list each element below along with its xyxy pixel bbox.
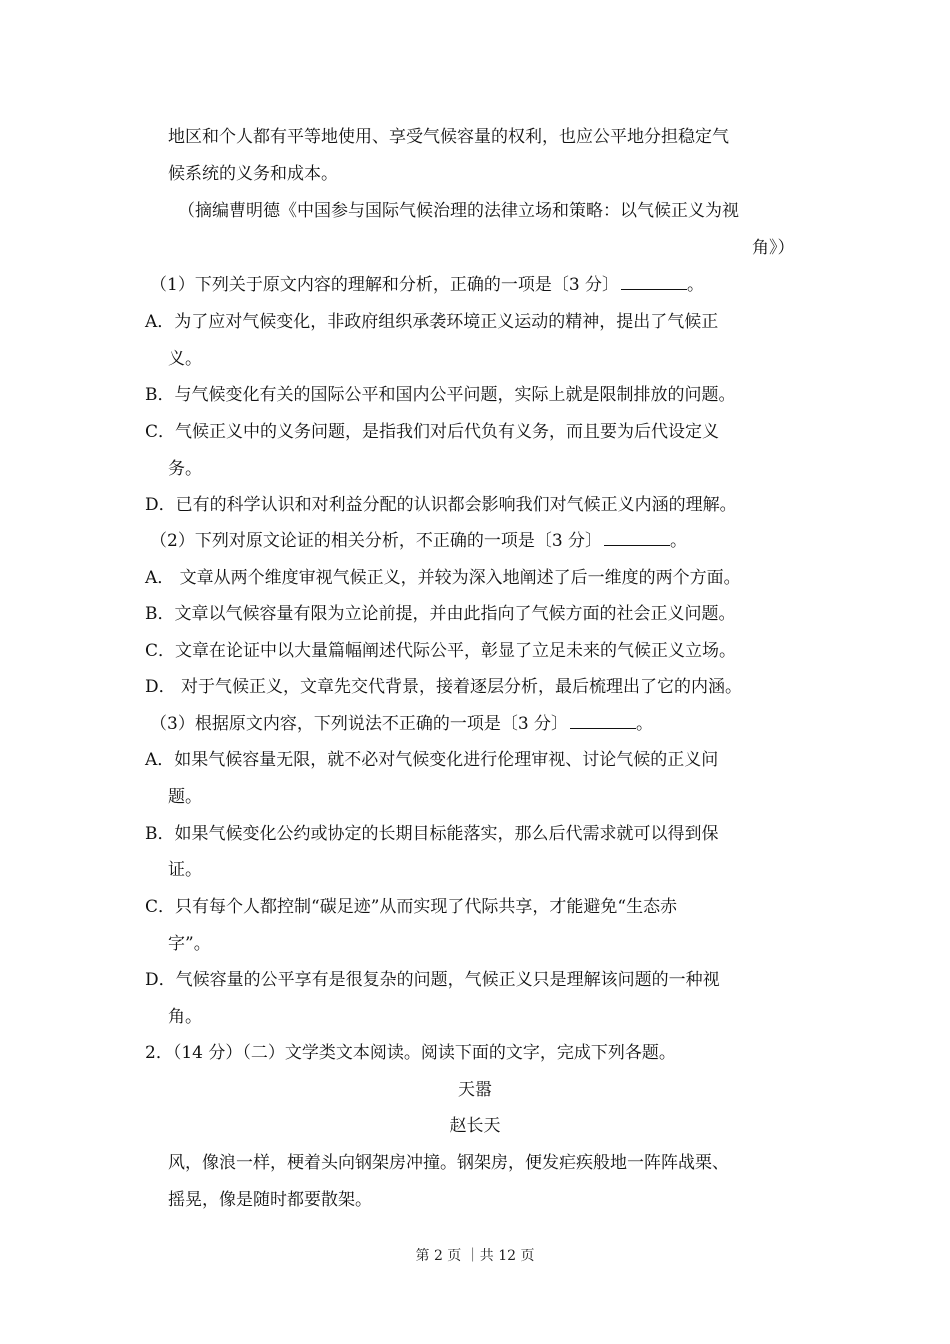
answer-blank-2 — [604, 531, 670, 546]
q1-option-a-line-2: 义。 — [168, 349, 202, 369]
question-3-end: 。 — [636, 714, 654, 734]
q3-option-d-line-1: D．气候容量的公平享有是很复杂的问题，气候正义只是理解该问题的一种视 — [145, 970, 720, 990]
q2-option-c: C．文章在论证中以大量篇幅阐述代际公平，彰显了立足未来的气候正义立场。 — [145, 641, 737, 661]
q3-option-c-line-1: C．只有每个人都控制“碳足迹”从而实现了代际共享，才能避免“生态赤 — [145, 897, 678, 917]
intro-line-1: 地区和个人都有平等地使用、享受气候容量的权利，也应公平地分担稳定气 — [168, 127, 729, 147]
q2-option-d: D． 对于气候正义，文章先交代背景，接着逐层分析，最后梳理出了它的内涵。 — [145, 677, 743, 697]
question-3-stem — [150, 712, 653, 736]
question-2-end: 。 — [670, 531, 688, 551]
q3-option-b-line-1: B．如果气候变化公约或协定的长期目标能落实，那么后代需求就可以得到保 — [145, 824, 719, 844]
question-1-end: 。 — [687, 275, 705, 295]
story-author: 赵长天 — [449, 1116, 501, 1136]
q3-option-d-line-2: 角。 — [168, 1007, 202, 1027]
section-2-heading: 2．（14 分）（二）文学类文本阅读。阅读下面的文字，完成下列各题。 — [145, 1043, 676, 1063]
source-citation-line-2: 角》） — [752, 238, 795, 258]
q2-option-a: A． 文章从两个维度审视气候正义，并较为深入地阐述了后一维度的两个方面。 — [145, 568, 741, 588]
q3-option-a-line-1: A．如果气候容量无限，就不必对气候变化进行伦理审视、讨论气候的正义问 — [145, 750, 719, 770]
q1-option-c-line-2: 务。 — [168, 459, 202, 479]
question-1-stem — [150, 273, 704, 297]
q3-option-a-line-2: 题。 — [168, 787, 202, 807]
intro-line-2: 候系统的义务和成本。 — [168, 164, 338, 184]
q1-option-a-line-1: A．为了应对气候变化，非政府组织承袭环境正义运动的精神，提出了气候正 — [145, 312, 719, 332]
q3-option-c-line-2: 字”。 — [168, 934, 211, 954]
q3-option-b-line-2: 证。 — [168, 860, 202, 880]
q2-option-b: B．文章以气候容量有限为立论前提，并由此指向了气候方面的社会正义问题。 — [145, 604, 736, 624]
answer-blank-1 — [621, 275, 687, 290]
story-paragraph-line-1: 风，像浪一样，梗着头向钢架房冲撞。钢架房，便发疟疾般地一阵阵战栗、 — [168, 1153, 729, 1173]
q1-option-d: D．已有的科学认识和对利益分配的认识都会影响我们对气候正义内涵的理解。 — [145, 495, 737, 515]
source-citation-line-1: （摘编曹明德《中国参与国际气候治理的法律立场和策略：以气候正义为视 — [178, 201, 739, 221]
q1-option-c-line-1: C．气候正义中的义务问题，是指我们对后代负有义务，而且要为后代设定义 — [145, 422, 720, 442]
page-footer: 第 2 页 ｜共 12 页 — [415, 1248, 535, 1264]
question-3-text: （3）根据原文内容，下列说法不正确的一项是〔3 分〕 — [150, 714, 569, 734]
q1-option-b: B．与气候变化有关的国际公平和国内公平问题，实际上就是限制排放的问题。 — [145, 385, 736, 405]
story-title: 天嚣 — [458, 1080, 492, 1100]
story-paragraph-line-2: 摇晃，像是随时都要散架。 — [168, 1190, 372, 1210]
question-2-stem — [150, 529, 687, 553]
question-1-text: （1）下列关于原文内容的理解和分析，正确的一项是〔3 分〕 — [150, 275, 620, 295]
question-2-text: （2）下列对原文论证的相关分析，不正确的一项是〔3 分〕 — [150, 531, 603, 551]
answer-blank-3 — [570, 714, 636, 729]
